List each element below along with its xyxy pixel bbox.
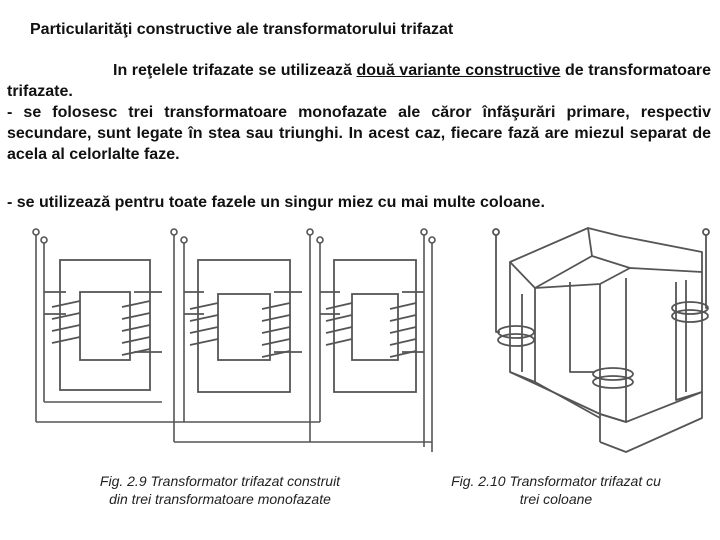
bullet-single-core: - se utilizează pentru toate fazele un singur miez cu mai multe coloane. bbox=[7, 194, 545, 211]
figure-2-9-caption bbox=[70, 472, 370, 508]
fig2-caption-line2: trei coloane bbox=[519, 491, 593, 507]
figure-three-column-core bbox=[480, 222, 720, 464]
figure-three-single-phase-transformers bbox=[22, 222, 442, 464]
intro-after: de transformatoare trifazate. bbox=[7, 62, 711, 100]
figure-2-10-caption bbox=[420, 472, 692, 508]
fig1-caption-line1: Fig. 2.9 Transformator trifazat construit bbox=[99, 473, 341, 489]
transformer-3 bbox=[320, 260, 424, 392]
intro-paragraph bbox=[7, 60, 711, 102]
fig1-caption-line2: din trei transformatoare monofazate bbox=[109, 491, 331, 507]
page-title: Particularităţi constructive ale transformatorului trifazat bbox=[30, 21, 454, 38]
intro-underlined: două variante constructive bbox=[356, 62, 561, 79]
transformer-1 bbox=[44, 260, 162, 390]
intro-before: In reţelele trifazate se utilizează bbox=[113, 62, 352, 79]
fig2-caption-line1: Fig. 2.10 Transformator trifazat cu bbox=[451, 473, 661, 489]
bullet-separate-cores: - se folosesc trei transformatoare monofazate ale căror înfăşurări primare, respectiv secundare, sunt legate în stea sau triunghi. In acest caz, fiecare fază are miezul separat de acela al celorlalte faze. bbox=[7, 104, 711, 163]
transformer-2 bbox=[184, 260, 302, 392]
